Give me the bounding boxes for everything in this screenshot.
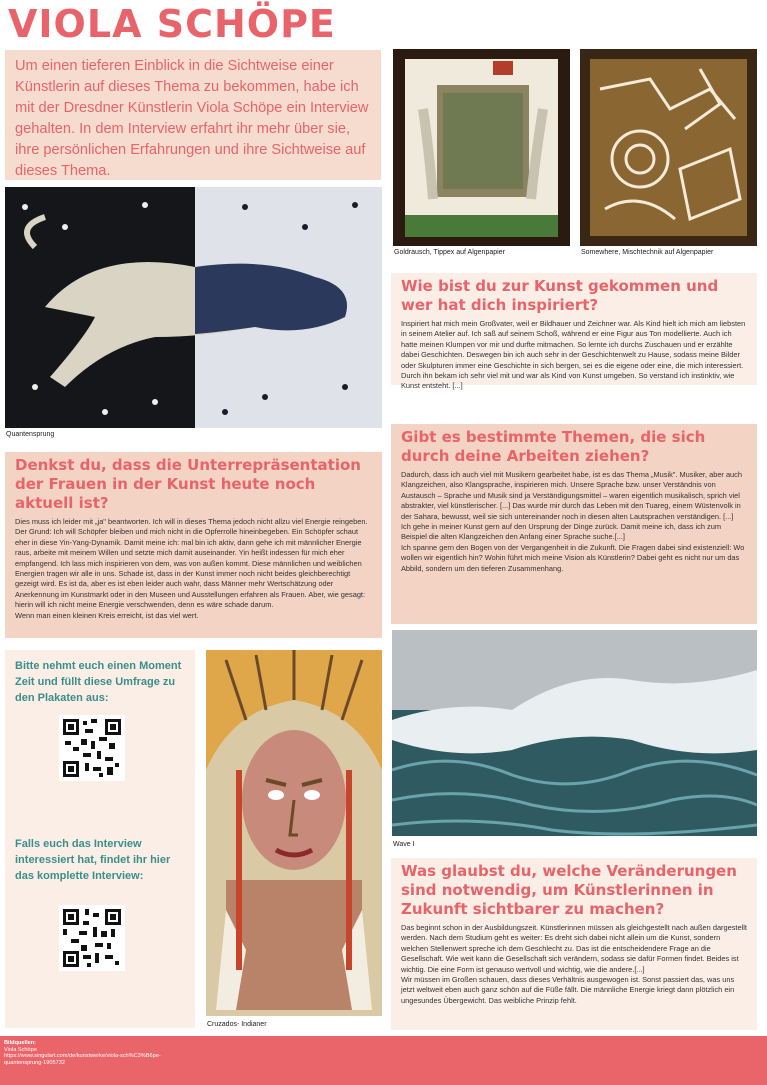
footer-label: Bildquellen: bbox=[4, 1040, 37, 1046]
question-2-answer: Dadurch, dass ich auch viel mit Musikern gearbeitet habe, ist es das Thema „Musik". Musiker, aber auch Klangzeichen, also Klangsprache, inspirieren mich. Unsere Sprache bzw. unser Verständnis von Austausch – Sprache und Musik sind ja Verständigungsmittel – waren eigentlich musikalisch, sprich viel abstrakter, viel künstlerischer. [...] Das wurde mir durch das Leben mit den Tuareg, einem Wüstenvolk in der Sahara, bewusst, weil sie sich untereinander noch in diesen alten Lautsprachen verständigen. [...] Ich gehe in meiner Kunst gern auf den Ursprung der Dinge zurück. Damit meine ich, dass ich zum Beispiel die alten Klangzeichen den Anfang einer Sprache suche.[...] Ich spanne gern den Bogen von der Vergangenheit in die Zukunft. Die Fragen dabei sind existenziell: Wo wollen wir eigentlich hin? Wohin führt mich meine Vision als Künstlerin? Dabei geht es nicht nur um das Abbild, sondern um den tieferen Zusammenhang. bbox=[401, 470, 745, 573]
question-3-answer: Dies muss ich leider mit „ja" beantworten. Ich will in dieses Thema jedoch nicht allzu viel Energie reingeben. Der Grund: Ich will Schöpfer bleiben und mich nicht in die Opferrolle hineinbegeben. Ein Schöpfer schaut eher in diese Yin-Yang-Dynamik. Damit meine ich: mal bin ich aktiv, dann gehe ich mit männlicher Energie raus, arbeite mit meinem Willen und setzte mich damit auseinander. Yin heißt indessen für mich eher empfangend. Ich lass mich inspirieren von dem, was von außen kommt. Diese männlichen und weiblichen Energien tragen wir alle in uns. Schade ist, dass in der Kunst immer noch nicht beides gleichberechtigt gezeigt wird. Es ist da, aber es ist eben leider auch wahr, dass Männer mehr Wertschätzung oder Anerkennung im Kunstmarkt oder in den Museen und Ausstellungen erfahren als Frauen. Aber, wie gesagt: hierin will ich nicht meine Energie verschwenden, denn es wäre schade darum. Wenn man einen kleinen Kreis erreicht, ist das viel wert. bbox=[15, 517, 368, 620]
cruzados-artwork bbox=[206, 650, 382, 1016]
qr-code-icon bbox=[61, 907, 123, 969]
question-3-heading: Denkst du, dass die Unterrepräsentation der Frauen in der Kunst heute noch aktuell ist? bbox=[15, 456, 361, 512]
goldrausch-caption: Goldrausch, Tippex auf Algenpapier bbox=[394, 249, 505, 256]
intro-text: Um einen tieferen Einblick in die Sichtweise einer Künstlerin auf dieses Thema zu bekommen, habe ich mit der Dresdner Künstlerin Viola Schöpe ein Interview gehalten. In dem Interview erfahrt ihr mehr über sie, ihre persönlichen Erfahrungen und ihre Sichtweise auf dieses Thema. bbox=[5, 50, 381, 180]
image-sources-footer bbox=[0, 1036, 767, 1085]
question-1-answer: Inspiriert hat mich mein Großvater, weil er Bildhauer und Zeichner war. Als Kind hielt ich mich am liebsten in seinem Atelier auf. Ich saß auf seinem Schoß, während er eine Figur aus Ton modellierte. Auch ich hatte meinen Klumpen vor mir und durfte mitmachen. So lernte ich durchs Zuschauen und er erzählte dabei Geschichten. Deswegen bin ich auch sehr in der Geschichtenwelt zu Hause, sodass meine Bilder oder Skulpturen immer eine Geschichte in sich bergen, sei es die eigene oder eine, die mich interessiert. Durch ihn bekam ich sehr viel mit und war als Kind von Kunst umgeben. So verstand ich instinktiv, wie Kunst entsteht. [...] bbox=[401, 319, 746, 391]
somewhere-caption: Somewhere, Mischtechnik auf Algenpapier bbox=[581, 249, 714, 256]
footer-artist: Viola Schöpe bbox=[4, 1046, 37, 1053]
question-1-heading: Wie bist du zur Kunst gekommen und wer hat dich inspiriert? bbox=[401, 277, 719, 314]
survey-card bbox=[5, 650, 195, 1028]
quantensprung-caption: Quantensprung bbox=[6, 431, 55, 438]
page-title: VIOLA SCHÖPE bbox=[8, 2, 336, 46]
somewhere-image bbox=[580, 49, 757, 246]
survey-qr-code[interactable] bbox=[59, 715, 125, 781]
survey-text: Bitte nehmt euch einen Moment Zeit und füllt diese Umfrage zu den Plakaten aus: bbox=[15, 660, 182, 704]
somewhere-artwork bbox=[580, 49, 757, 246]
question-2-heading: Gibt es bestimmte Themen, die sich durch deine Arbeiten ziehen? bbox=[401, 428, 706, 465]
quantensprung-artwork bbox=[5, 187, 382, 428]
question-card-1 bbox=[391, 273, 757, 391]
interview-qr-code[interactable] bbox=[59, 905, 125, 971]
qr-code-icon bbox=[61, 717, 123, 779]
wave-image bbox=[392, 630, 757, 836]
question-4-answer: Das beginnt schon in der Ausbildungszeit. Künstlerinnen müssen als gleichgestellt nach außen dargestellt werden. Nach dem Studium geht es weiter: Es dreht sich dabei nicht allein um die Kunst, sondern welchen Stellenwert spreche ich dem Geschlecht zu. Das ist die entscheidendere Frage an die Gesellschaft. Wie weit kann die Gesellschaft sich verändern, sodass sie dafür Formen findet. Beides ist wichtig. Die eine Form ist genauso wertvoll und wichtig, wie die andere.[...] Wir müssen im Großen schauen, dass dieses Verhältnis ausgewogen ist. Sonst passiert das, was uns jetzt weltweit eben auch ganz schön auf die Füße fällt. Die männliche Energie kriegt dann plötzlich ein ungesundes Übergewicht. Das weibliche Prinzip fehlt. bbox=[401, 923, 747, 1005]
question-card-2 bbox=[391, 424, 757, 624]
cruzados-image bbox=[206, 650, 382, 1016]
question-card-4 bbox=[391, 858, 757, 1030]
wave-caption: Wave I bbox=[393, 841, 415, 848]
wave-artwork bbox=[392, 630, 757, 836]
cruzados-caption: Cruzados- Indianer bbox=[207, 1021, 267, 1028]
footer-url-2[interactable]: quantensprung-1905732 bbox=[4, 1059, 65, 1066]
interview-text: Falls euch das Interview interessiert hat, findet ihr hier das komplette Interview: bbox=[15, 838, 171, 882]
footer-url-1[interactable]: https://www.singulart.com/de/kunstwerke/viola-sch%C3%B6pe- bbox=[4, 1053, 161, 1060]
quantensprung-image bbox=[5, 187, 382, 428]
goldrausch-image bbox=[393, 49, 570, 246]
question-card-3 bbox=[5, 452, 382, 638]
goldrausch-artwork bbox=[393, 49, 570, 246]
question-4-heading: Was glaubst du, welche Veränderungen sind notwendig, um Künstlerinnen in Zukunft sichtbarer zu machen? bbox=[401, 862, 737, 918]
